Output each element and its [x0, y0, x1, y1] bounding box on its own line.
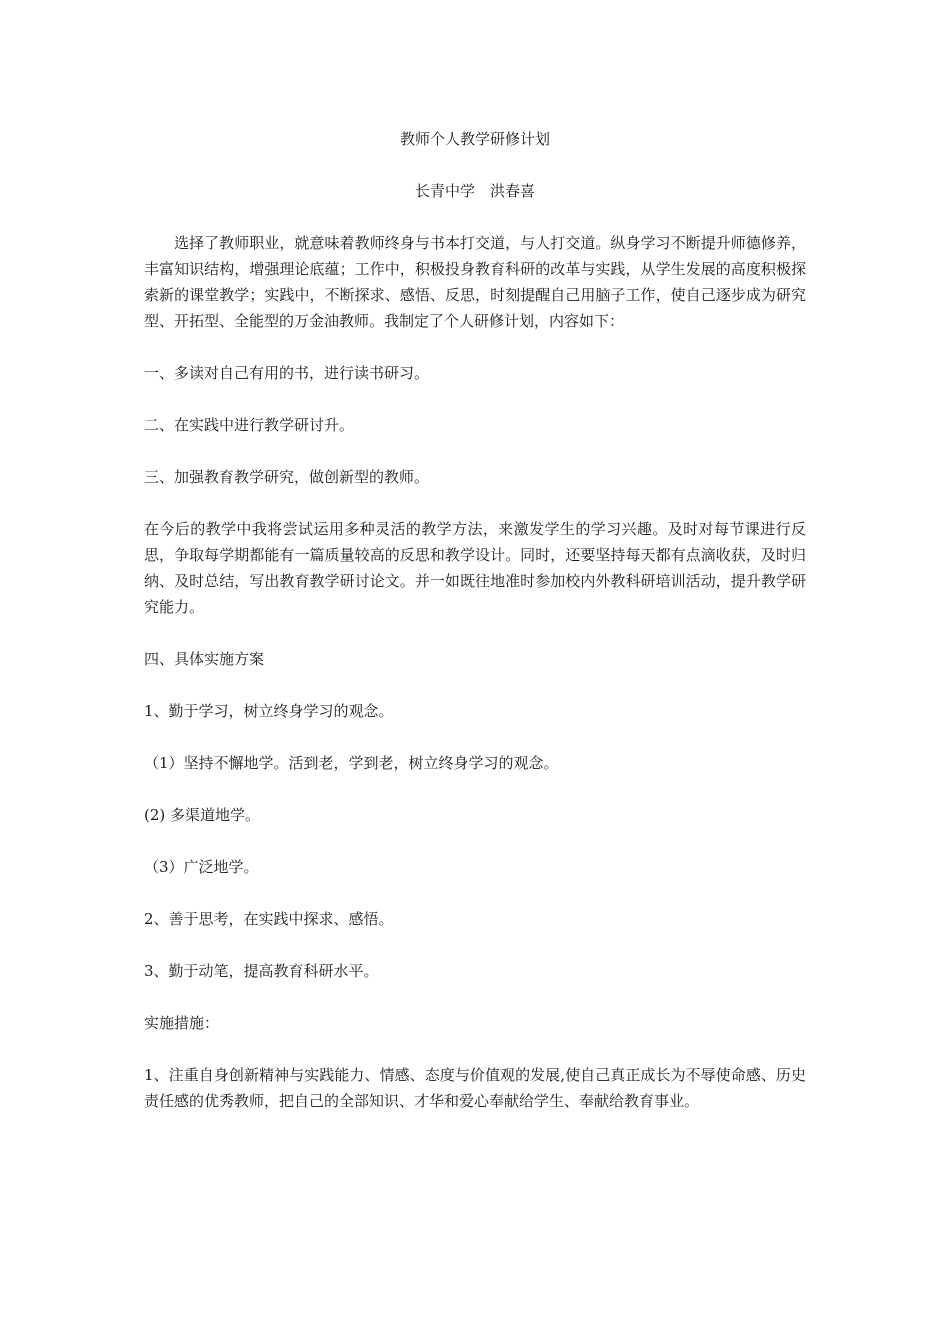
plan-item-3: 3、勤于动笔，提高教育科研水平。 — [144, 962, 379, 980]
section-item-4: 四、具体实施方案 — [144, 650, 265, 668]
document-body — [144, 126, 806, 1114]
future-teaching-paragraph: 在今后的教学中我将尝试运用多种灵活的教学方法，来激发学生的学习兴趣。及时对每节课进行反思，争取每学期都能有一篇质量较高的反思和教学设计。同时，还要坚持每天都有点滴收获，及时归纳、及时总结，写出教育教学研讨论文。并一如既往地准时参加校内外教科研培训活动，提升教学研究能力。 — [144, 520, 806, 616]
plan-subitem-1: （1）坚持不懈地学。活到老，学到老，树立终身学习的观念。 — [144, 754, 559, 772]
section-item-3: 三、加强教育教学研究，做创新型的教师。 — [144, 468, 430, 486]
plan-subitem-2: (2) 多渠道地学。 — [144, 806, 261, 824]
measures-heading: 实施措施： — [144, 1014, 220, 1032]
document-author: 长青中学 洪春喜 — [414, 182, 535, 200]
section-item-1: 一、多读对自己有用的书，进行读书研习。 — [144, 364, 430, 382]
plan-subitem-3: （3）广泛地学。 — [144, 858, 259, 876]
plan-item-2: 2、善于思考，在实践中探求、感悟。 — [144, 910, 394, 928]
plan-item-1: 1、勤于学习，树立终身学习的观念。 — [144, 702, 394, 720]
document-title: 教师个人教学研修计划 — [399, 130, 550, 148]
intro-paragraph: 选择了教师职业，就意味着教师终身与书本打交道，与人打交道。纵身学习不断提升师德修养，丰富知识结构，增强理论底蕴；工作中，积极投身教育科研的改革与实践，从学生发展的高度积极探索新的课堂教学；实践中，不断探求、感悟、反思，时刻提醒自己用脑子工作，使自己逐步成为研究型、开拓型、全能型的万金油教师。我制定了个人研修计划，内容如下： — [144, 234, 806, 330]
section-item-2: 二、在实践中进行教学研讨升。 — [144, 416, 355, 434]
measure-item-1: 1、注重自身创新精神与实践能力、情感、态度与价值观的发展,使自己真正成长为不辱使命感、历史责任感的优秀教师，把自己的全部知识、才华和爱心奉献给学生、奉献给教育事业。 — [144, 1066, 806, 1110]
